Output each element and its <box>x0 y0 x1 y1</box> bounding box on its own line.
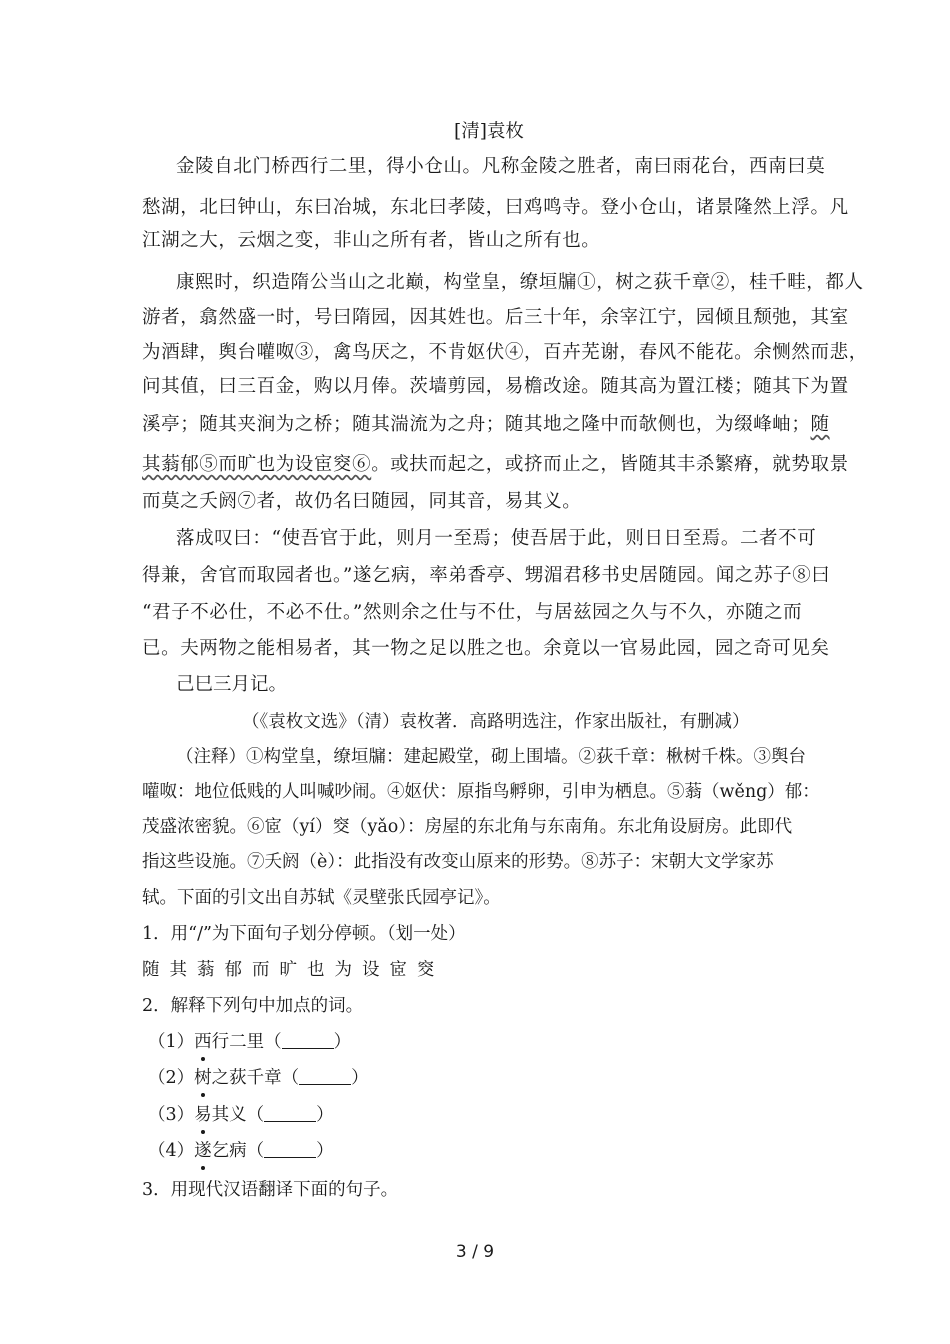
dotted-word: 易 <box>194 1105 212 1125</box>
notes-line-5: 轼。下面的引文出自苏轼《灵壁张氏园亭记》。 <box>142 888 501 908</box>
paragraph-3-line-4: 已。夫两物之能相易者，其一物之足以胜之也。余竟以一官易此园，园之奇可见矣 <box>142 638 830 659</box>
item-text: 之荻千章（ <box>211 1068 300 1088</box>
question-2-item-4 <box>148 1139 334 1163</box>
author-title: [清]袁枚 <box>454 121 524 142</box>
item-text: 其义（ <box>211 1105 265 1125</box>
notes-line-2: 嚾呶：地位低贱的人叫喊吵闹。④妪伏：原指鸟孵卵，引申为栖息。⑤蓊（wěng）郁： <box>142 782 820 802</box>
item-number: （1） <box>148 1032 195 1052</box>
paragraph-2-line-7: 而莫之夭阏⑦者，故仍名曰随园，同其音，易其义。 <box>142 491 582 512</box>
answer-blank[interactable] <box>264 1105 316 1122</box>
paragraph-3-line-3: “君子不必仕，不必不仕。”然则余之仕与不仕，与居兹园之久与不久，亦随之而 <box>142 602 803 623</box>
item-close: ） <box>316 1105 334 1125</box>
question-2-item-3 <box>148 1103 334 1127</box>
question-3-label: 3．用现代汉语翻译下面的句子。 <box>142 1180 399 1200</box>
paragraph-2-line-6 <box>142 453 849 477</box>
item-number: （2） <box>148 1068 195 1088</box>
paragraph-1-line-3: 江湖之大，云烟之变，非山之所有者，皆山之所有也。 <box>142 230 601 251</box>
question-2-item-2 <box>148 1066 369 1090</box>
paragraph-3-line-5: 己巳三月记。 <box>176 674 288 695</box>
item-close: ） <box>316 1141 334 1161</box>
paragraph-2-line-2: 游者，翕然盛一时，号曰隋园，因其姓也。后三十年，余宰江宁，园倾且颓弛，其室 <box>142 307 849 328</box>
wavy-underlined-start: 随 <box>810 414 830 435</box>
dotted-word: 树 <box>194 1068 212 1088</box>
question-1-sentence: 随其蓊郁而旷也为设宧窔 <box>142 960 445 980</box>
item-number: （3） <box>148 1105 195 1125</box>
item-text: 乞病（ <box>211 1141 265 1161</box>
wavy-underlined-sentence: 其蓊郁⑤而旷也为设宦窔⑥ <box>142 454 372 475</box>
question-1-label: 1．用“/”为下面句子划分停顿。（划一处） <box>142 924 466 944</box>
dotted-word: 遂 <box>194 1141 212 1161</box>
answer-blank[interactable] <box>299 1068 351 1085</box>
page-number: 3 / 9 <box>455 1242 495 1262</box>
paragraph-2-line-5 <box>142 413 830 437</box>
paragraph-2-line-6-rest: 。或扶而起之，或挤而止之，皆随其丰杀繁瘠，就势取景 <box>371 454 849 475</box>
item-close: ） <box>351 1068 369 1088</box>
source-citation: （《袁枚文选》（清）袁枚著．高路明选注，作家出版社，有删减） <box>242 712 750 732</box>
notes-line-3: 茂盛浓密貌。⑥宧（yí）窔（yǎo）：房屋的东北角与东南角。东北角设厨房。此即代 <box>142 817 793 837</box>
paragraph-2-line-1: 康熙时，织造隋公当山之北巅，构堂皇，缭垣牖①，树之荻千章②，桂千畦，都人 <box>176 272 864 293</box>
paragraph-2-line-5-text: 溪亭；随其夹涧为之桥；随其湍流为之舟；随其地之隆中而欹侧也，为缀峰岫； <box>142 414 811 435</box>
paragraph-2-line-4: 问其值，曰三百金，购以月俸。茨墙剪园，易檐改途。随其高为置江楼；随其下为置 <box>142 376 849 397</box>
question-2-label: 2．解释下列句中加点的词。 <box>142 996 364 1016</box>
notes-line-1: （注释）①构堂皇，缭垣牖：建起殿堂，砌上围墙。②荻千章：楸树千株。③舆台 <box>176 747 806 767</box>
dotted-word: 西 <box>194 1032 212 1052</box>
paragraph-2-line-3: 为酒肆，舆台嚾呶③，禽鸟厌之，不肯妪伏④，百卉芜谢，春风不能花。余恻然而悲， <box>142 342 868 363</box>
notes-line-4: 指这些设施。⑦夭阏（è）：此指没有改变山原来的形势。⑧苏子：宋朝大文学家苏 <box>142 852 774 872</box>
answer-blank[interactable] <box>282 1032 334 1049</box>
paragraph-1-line-2: 愁湖，北曰钟山，东曰冶城，东北曰孝陵，曰鸡鸣寺。登小仓山，诸景隆然上浮。凡 <box>142 197 849 218</box>
item-number: （4） <box>148 1141 195 1161</box>
paragraph-3-line-1: 落成叹曰：“使吾官于此，则月一至焉；使吾居于此，则日日至焉。二者不可 <box>176 528 817 549</box>
paragraph-3-line-2: 得兼，舍官而取园者也。”遂乞病，率弟香亭、甥湄君移书史居随园。闻之苏子⑧曰 <box>142 565 831 586</box>
answer-blank[interactable] <box>264 1141 316 1158</box>
question-2-item-1 <box>148 1030 351 1054</box>
item-close: ） <box>333 1032 352 1052</box>
paragraph-1-line-1: 金陵自北门桥西行二里，得小仓山。凡称金陵之胜者，南曰雨花台，西南曰莫 <box>176 156 826 177</box>
item-text: 行二里（ <box>211 1032 282 1052</box>
